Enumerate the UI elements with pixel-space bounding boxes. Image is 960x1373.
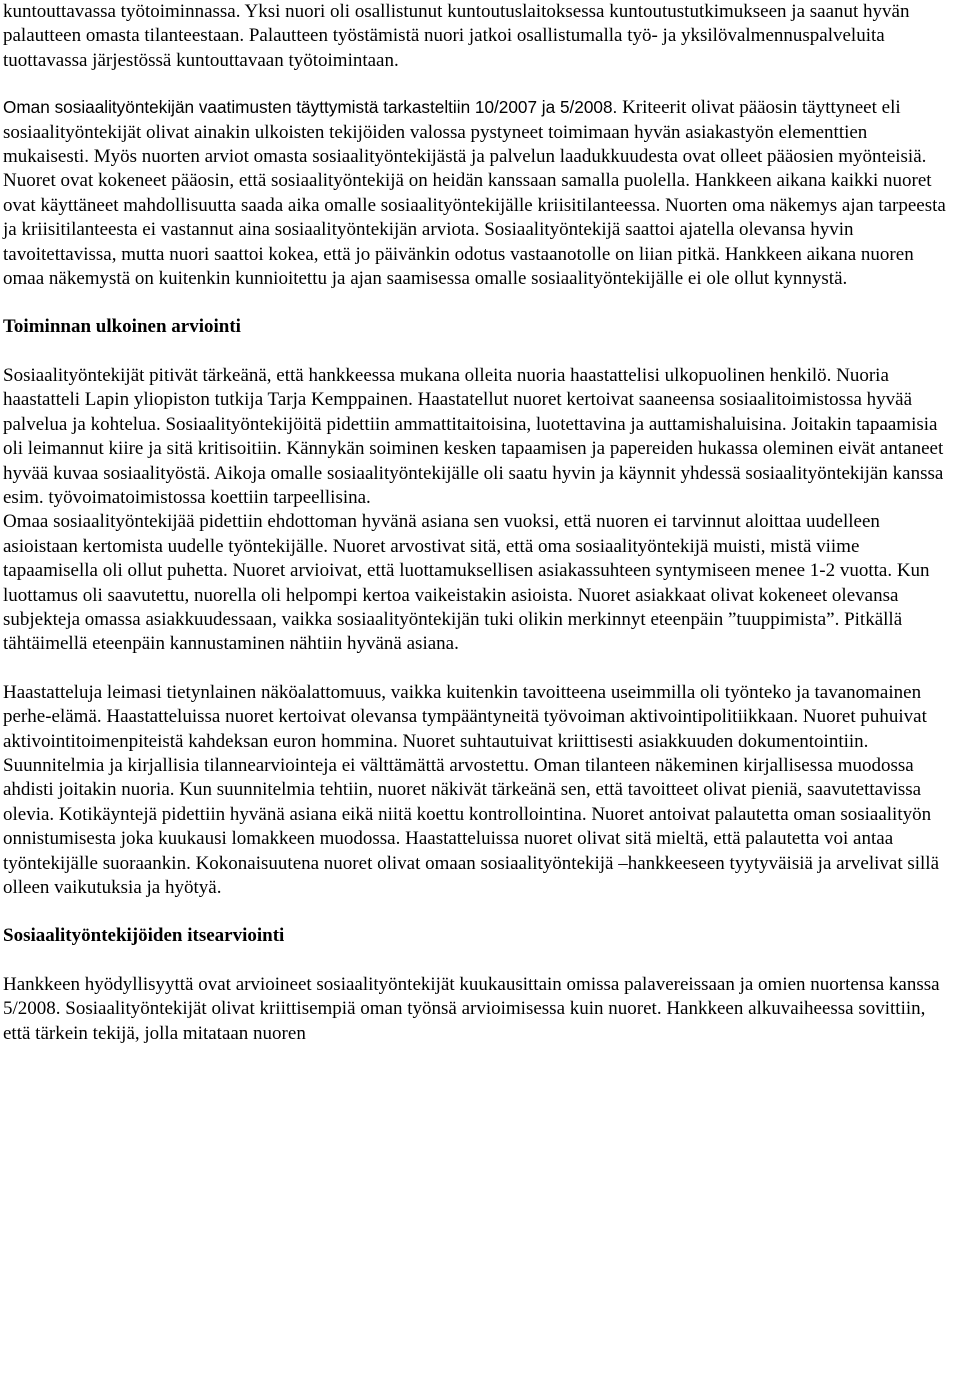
self-evaluation-paragraph: Hankkeen hyödyllisyyttä ovat arvioineet sosiaalityöntekijät kuukausittain omissa palavereissaan ja omien nuortensa kanssa 5/2008. Sosiaalityöntekijät olivat kriittisempiä oman työnsä arvioimisessa kuin nuoret. Hankkeen alkuvaiheessa sovittiin, että tärkein tekijä, jolla mitataan nuoren [3,973,940,1044]
criteria-lead-sentence: Oman sosiaalityöntekijän vaatimusten täyttymistä tarkasteltiin 10/2007 ja 5/2008. [3,97,618,118]
criteria-body-text: Kriteerit olivat pääosin täyttyneet eli sosiaalityöntekijät olivat ainakin ulkoisten tekijöiden valossa pystyneet toimimaan hyvän asiakastyön elementtien mukaisesti. Myös nuorten arviot omasta sosiaalityöntekijästä ja palvelun laadukkuudesta ovat olleet pääosien myönteisiä. Nuoret ovat kokeneet pääosin, että sosiaalityöntekijä on heidän kanssaan samalla puolella. Hankkeen aikana kaikki nuoret ovat käyttäneet mahdollisuutta saada aika omalle sosiaalityöntekijälle kriisitilanteessa. Nuorten oma näkemys ajan tarpeesta ja kriisitilanteesta ei vastannut aina sosiaalityöntekijän arviota. Sosiaalityöntekijä saattoi ajatella olevansa hyvin tavoitettavissa, mutta nuori saattoi kokea, että jo päivänkin odotus vastaanotolle on liian pitkä. Hankkeen aikana nuoren omaa näkemystä on kuitenkin kunnioitettu ja ajan saamisessa omalle sosiaalityöntekijälle ei ole ollut kynnystä. [3,97,946,290]
intro-paragraph: kuntouttavassa työtoiminnassa. Yksi nuori oli osallistunut kuntoutuslaitoksessa kuntoutustutkimukseen ja saanut hyvän palautteen omasta tilanteestaan. Palautteen työstämistä nuori jatkoi osallistumalla työ- ja yksilövalmennuspalveluita tuottavassa järjestössä kuntouttavaan työtoimintaan. [3,1,910,71]
section-heading-self-evaluation: Sosiaalityöntekijöiden itsearviointi [3,925,285,947]
external-evaluation-paragraph-2: Omaa sosiaalityöntekijää pidettiin ehdottoman hyvänä asiana sen vuoksi, että nuoren ei tarvinnut aloittaa uudelleen asioistaan kertomista uudelle työntekijälle. Nuoret arvostivat sitä, että oma sosiaalityöntekijä muisti, mistä viime tapaamisella oli ollut puhetta. Nuoret arvioivat, että luottamuksellisen asiakassuhteen syntymiseen menee 1-2 vuotta. Kun luottamus oli saavutettu, nuorella oli helpompi kertoa vaikeistakin asioista. Nuoret asiakkaat olivat kokeneet olevansa subjekteja omassa asiakkuudessaan, vaikka sosiaalityöntekijän tuki olikin merkinnyt eteenpäin ”tuuppimista”. Pitkällä tähtäimellä eteenpäin kannustaminen nähtiin hyvänä asiana. [3,511,930,655]
section-heading-external-evaluation: Toiminnan ulkoinen arviointi [3,316,241,338]
document-body [3,0,957,1046]
external-evaluation-paragraph-1: Sosiaalityöntekijät pitivät tärkeänä, että hankkeessa mukana olleita nuoria haastattelisi ulkopuolinen henkilö. Nuoria haastatteli Lapin yliopiston tutkija Tarja Kemppainen. Haastatellut nuoret kertoivat saaneensa sosiaalitoimistossa hyvää palvelua ja kohtelua. Sosiaalityöntekijöitä pidettiin ammattitaitoisina, luotettavina ja auttamishaluisina. Joitakin tapaamisia oli leimannut kiire ja sitä kritisoitiin. Kännykän soiminen kesken tapaamisen ja papereiden hukassa oleminen eivät antaneet hyvää kuvaa sosiaalityöstä. Aikoja omalle sosiaalityöntekijälle oli saatu hyvin ja käynnit yhdessä sosiaalityöntekijän kanssa esim. työvoimatoimistossa koettiin tarpeellisina. [3,364,944,508]
criteria-paragraph [3,95,957,291]
external-evaluation-paragraph-3: Haastatteluja leimasi tietynlainen näköalattomuus, vaikka kuitenkin tavoitteena useimmilla oli työnteko ja tavanomainen perhe-elämä. Haastatteluissa nuoret kertoivat olevansa tympääntyneitä työvoiman aktivointipolitiikkaan. Nuoret puhuivat aktivointitoimenpiteistä kahdeksan euron hommina. Nuoret suhtautuivat kriittisesti asiakkuuden dokumentointiin. Suunnitelmia ja kirjallisia tilannearviointeja ei välttämättä arvostettu. Oman tilanteen näkeminen kirjallisessa muodossa ahdisti joitakin nuoria. Kun suunnitelmia tehtiin, nuoret näkivät tärkeänä sen, että tavoitteet olivat pieniä, saavutettavissa olevia. Kotikäyntejä pidettiin hyvänä asiana eikä niitä koettu kontrollointina. Nuoret antoivat palautetta oman sosiaalityön onnistumisesta joka kuukausi lomakkeen muodossa. Haastatteluissa nuoret olivat sitä mieltä, että palautetta voi antaa työntekijälle suoraankin. Kokonaisuutena nuoret olivat omaan sosiaalityöntekijä –hankkeeseen tyytyväisiä ja arvelivat sillä olleen vaikutuksia ja hyötyä. [3,681,940,898]
